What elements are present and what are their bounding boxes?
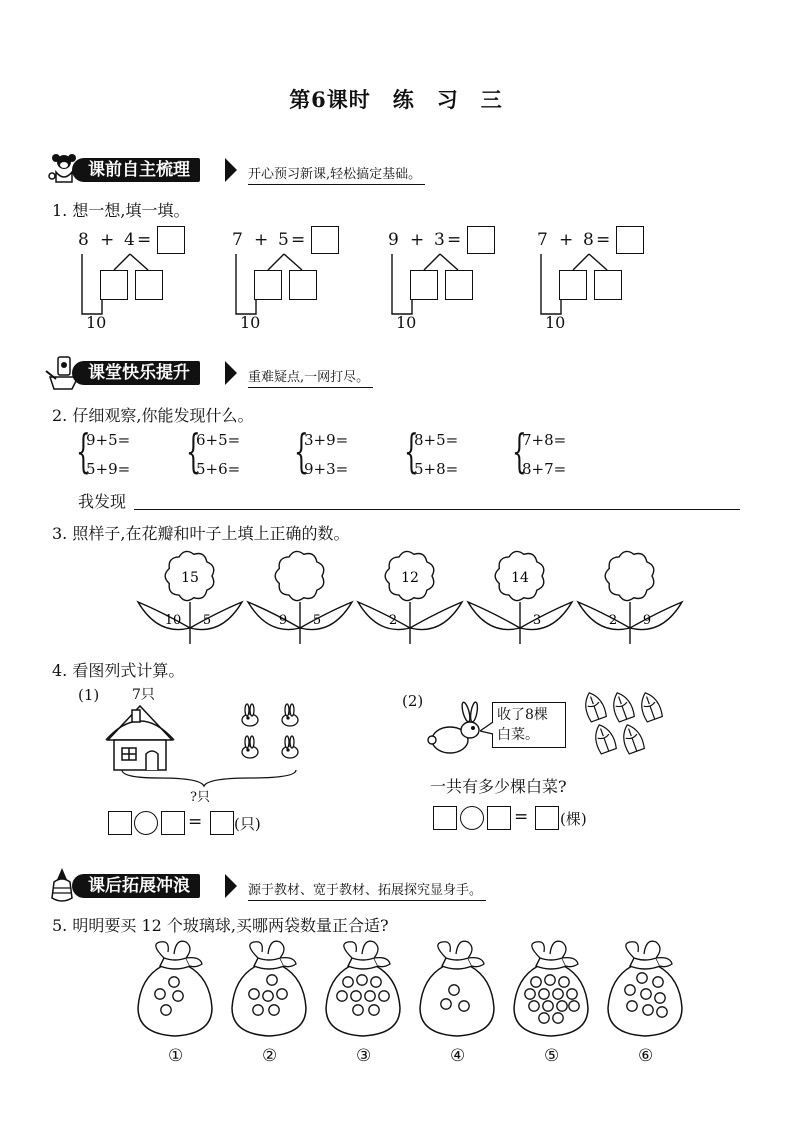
marble [559, 977, 569, 987]
equation-pair [522, 426, 566, 484]
rabbits-icon [242, 704, 298, 758]
equation-top: 7+8= [522, 431, 567, 449]
section-banner-extension [42, 868, 762, 902]
question-3-text: 3. 照样子,在花瓣和叶子上填上正确的数。 [52, 524, 350, 543]
marble [553, 1013, 563, 1023]
marble [557, 1001, 567, 1011]
flower-petals [605, 551, 654, 600]
bag-label: ⑤ [544, 1046, 560, 1066]
part-box[interactable] [100, 270, 128, 300]
operator-circle[interactable] [134, 811, 158, 835]
speech-bubble [492, 702, 566, 748]
marble-bag [130, 938, 220, 1038]
equation-top: 6+5= [196, 431, 241, 449]
marble [531, 977, 541, 987]
equation-top: 9+5= [86, 431, 131, 449]
marble [155, 989, 165, 999]
left-leaf-number: 2 [608, 613, 618, 628]
right-leaf [520, 602, 572, 630]
left-leaf [468, 602, 520, 630]
brace-icon: { [294, 424, 309, 478]
marble [343, 977, 353, 987]
marble [365, 991, 375, 1001]
page-title: 第6课时 练 习 三 [289, 87, 503, 112]
marble [173, 991, 183, 1001]
answer-box[interactable] [210, 811, 234, 835]
top-count-label: 7只 [132, 687, 155, 703]
decompose-item [232, 226, 402, 336]
marble [371, 977, 381, 987]
question-4-text: 4. 看图列式计算。 [52, 661, 185, 680]
addend-a: 9 [388, 230, 399, 250]
sum-box[interactable] [467, 226, 495, 254]
speech-line-1: 收了8棵 [497, 707, 548, 723]
marble [539, 989, 549, 999]
part-box[interactable] [559, 270, 587, 300]
ten-label: 10 [86, 313, 107, 332]
brace-icon: { [76, 424, 91, 478]
ten-label: 10 [545, 313, 566, 332]
equals-sign: = [137, 230, 152, 250]
left-leaf [578, 602, 630, 630]
question-1-text: 1. 想一想,填一填。 [52, 201, 190, 220]
marble [529, 1001, 539, 1011]
bag-label: ① [168, 1046, 184, 1066]
equals-sign: = [514, 807, 529, 827]
bag-neck [536, 958, 566, 969]
equals-sign: = [291, 230, 306, 250]
question-2-text: 2. 仔细观察,你能发现什么。 [52, 406, 254, 425]
marble [627, 1001, 637, 1011]
marble [269, 1005, 279, 1015]
left-leaf-number: 10 [164, 613, 182, 628]
flower [465, 546, 575, 646]
brace-icon: { [404, 424, 419, 478]
brace-icon: { [512, 424, 527, 478]
marble [459, 1001, 469, 1011]
right-leaf-number: 3 [532, 613, 542, 628]
addend-a: 7 [232, 230, 243, 250]
answer-box[interactable] [108, 811, 132, 835]
part-2-question: 一共有多少棵白菜? [430, 777, 567, 796]
section-slogan: 重难疑点,一网打尽。 [248, 366, 373, 388]
right-leaf [630, 602, 682, 630]
unit-label: (棵) [560, 810, 587, 828]
answer-box[interactable] [535, 806, 559, 830]
rabbit-icon [424, 700, 486, 758]
equation-pair [304, 426, 348, 484]
bag-neck [630, 958, 660, 969]
answer-box[interactable] [161, 811, 185, 835]
decompose-item [78, 226, 248, 336]
marble [449, 985, 459, 995]
part-box[interactable] [445, 270, 473, 300]
marble-bag [318, 938, 408, 1038]
equation-bottom: 8+7= [522, 460, 567, 478]
marble-bag [224, 938, 314, 1038]
part-1-label: (1) [78, 686, 100, 704]
equation-top: 8+5= [414, 431, 459, 449]
marble-bag [506, 938, 596, 1038]
ten-label: 10 [240, 313, 261, 332]
addend-a: 8 [78, 230, 89, 250]
equation-top: 3+9= [304, 431, 349, 449]
answer-box[interactable] [487, 806, 511, 830]
answer-box[interactable] [433, 806, 457, 830]
left-leaf [358, 602, 410, 630]
bag-neck [442, 958, 472, 969]
marble [569, 1001, 579, 1011]
section-slogan: 源于教材、宽于教材、拓展探究显身手。 [248, 879, 486, 901]
section-slogan: 开心预习新课,轻松搞定基础。 [248, 163, 425, 185]
marble [543, 1001, 553, 1011]
flower [245, 546, 355, 646]
equation-bottom: 5+8= [414, 460, 459, 478]
addend-b: 8 [583, 230, 594, 250]
sum-box[interactable] [616, 226, 644, 254]
right-leaf [410, 602, 462, 630]
house-icon [106, 706, 174, 770]
marble [351, 991, 361, 1001]
petal-number: 14 [511, 570, 529, 586]
section-label: 课前自主梳理 [72, 158, 200, 182]
bag-label: ③ [356, 1046, 372, 1066]
marble [637, 973, 647, 983]
marble [643, 1005, 653, 1015]
flower-petals [275, 551, 324, 600]
equation-pair [414, 426, 458, 484]
banner-arrow [225, 874, 237, 898]
marble [353, 1005, 363, 1015]
marble-bag [412, 938, 502, 1038]
question-5-text: 5. 明明要买 12 个玻璃球,买哪两袋数量正合适? [52, 916, 389, 935]
section-label: 课后拓展冲浪 [72, 874, 200, 898]
part-box[interactable] [135, 270, 163, 300]
section-banner-preview [42, 152, 762, 186]
marble [369, 1005, 379, 1015]
addend-b: 5 [278, 230, 289, 250]
marble [337, 991, 347, 1001]
found-label: 我发现 [78, 492, 127, 511]
equals-sign: = [447, 230, 462, 250]
addend-a: 7 [537, 230, 548, 250]
left-leaf-number: 9 [278, 613, 288, 628]
marble [545, 975, 555, 985]
sum-box[interactable] [311, 226, 339, 254]
decompose-item [388, 226, 558, 336]
flower [355, 546, 465, 646]
marble [253, 1005, 263, 1015]
right-leaf-number: 5 [202, 613, 212, 628]
marble [379, 991, 389, 1001]
addend-b: 4 [124, 230, 135, 250]
right-leaf-number: 9 [642, 613, 652, 628]
marble [441, 999, 451, 1009]
petal-number: 15 [181, 570, 199, 586]
marble [169, 977, 179, 987]
equation-pair [86, 426, 130, 484]
flower [135, 546, 245, 646]
left-leaf-number: 2 [388, 613, 398, 628]
right-leaf-number: 5 [312, 613, 322, 628]
equation-bottom: 9+3= [304, 460, 349, 478]
equation-bottom: 5+9= [86, 460, 131, 478]
marble [553, 989, 563, 999]
section-label: 课堂快乐提升 [72, 361, 200, 385]
cabbages-icon [578, 690, 666, 758]
answer-line[interactable] [134, 509, 740, 510]
part-box[interactable] [410, 270, 438, 300]
bag-neck [348, 958, 378, 969]
marble [357, 975, 367, 985]
marble [277, 989, 287, 999]
marble [567, 989, 577, 999]
bag-body [420, 966, 494, 1036]
total-label: ?只 [190, 790, 210, 805]
plus-sign: + [410, 230, 425, 250]
equation-pair [196, 426, 240, 484]
banner-arrow [225, 361, 237, 385]
marble-bag [600, 938, 690, 1038]
unit-label: (只) [234, 815, 261, 833]
plus-sign: + [100, 230, 115, 250]
plus-sign: + [559, 230, 574, 250]
operator-circle[interactable] [460, 806, 484, 830]
equals-sign: = [596, 230, 611, 250]
part-2-label: (2) [402, 692, 424, 710]
left-leaf [248, 602, 300, 630]
right-leaf [300, 602, 352, 630]
addend-b: 3 [434, 230, 445, 250]
bag-label: ⑥ [638, 1046, 654, 1066]
marble [249, 989, 259, 999]
right-leaf [190, 602, 242, 630]
bag-label: ④ [450, 1046, 466, 1066]
ten-label: 10 [396, 313, 417, 332]
bag-neck [160, 958, 190, 969]
decompose-item [537, 226, 707, 336]
bag-neck [254, 958, 284, 969]
flower [575, 546, 685, 646]
marble [263, 991, 273, 1001]
marble [161, 1005, 171, 1015]
banner-arrow [225, 158, 237, 182]
part-box[interactable] [594, 270, 622, 300]
part-box[interactable] [289, 270, 317, 300]
speech-pointer [480, 722, 494, 736]
marble [655, 993, 665, 1003]
equals-sign: = [188, 812, 203, 832]
marble [267, 975, 277, 985]
total-brace [122, 770, 296, 786]
plus-sign: + [254, 230, 269, 250]
part-box[interactable] [254, 270, 282, 300]
section-banner-classroom [42, 355, 762, 389]
marble [641, 989, 651, 999]
bag-label: ② [262, 1046, 278, 1066]
marble [653, 977, 663, 987]
marble [525, 989, 535, 999]
marble [625, 985, 635, 995]
speech-line-2: 白菜。 [497, 727, 539, 743]
petal-number: 12 [401, 570, 419, 586]
marble [539, 1013, 549, 1023]
brace-icon: { [186, 424, 201, 478]
marble [657, 1007, 667, 1017]
sum-box[interactable] [157, 226, 185, 254]
house-rabbits-picture [100, 696, 320, 796]
equation-bottom: 5+6= [196, 460, 241, 478]
